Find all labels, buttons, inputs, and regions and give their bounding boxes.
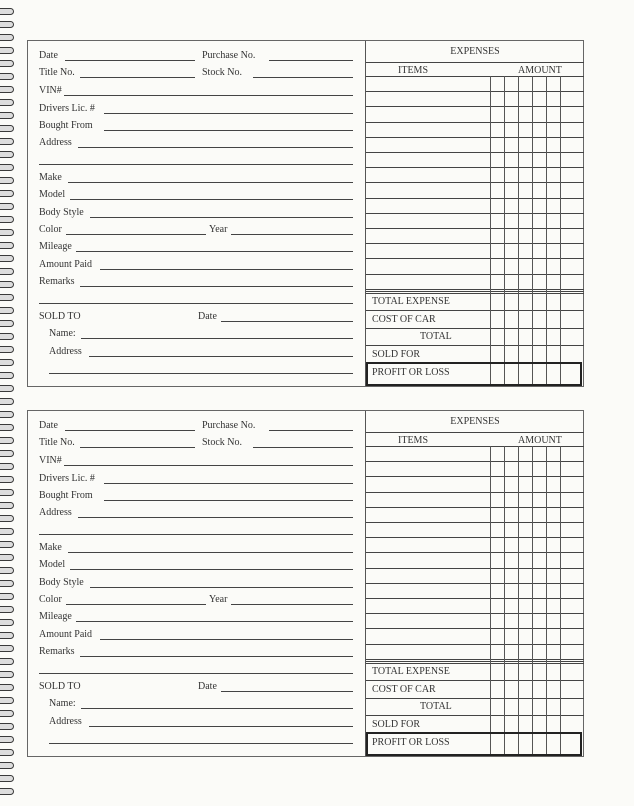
vin-label: VIN# [39,455,62,466]
expense-row-line [366,243,584,244]
mileage-label: Mileage [39,611,72,622]
model-field[interactable] [70,199,353,200]
mileage-field[interactable] [76,251,353,252]
expense-row-line [366,167,584,168]
expense-row-line [366,522,584,523]
make-label: Make [39,542,62,553]
vehicle-details-section [28,411,365,756]
spiral-ring [0,177,14,184]
spiral-ring [0,671,14,678]
color-label: Color [39,594,62,605]
spiral-ring [0,684,14,691]
spiral-ring [0,723,14,730]
body-style-field[interactable] [90,217,353,218]
vin-field[interactable] [64,465,353,466]
body-style-label: Body Style [39,207,84,218]
spiral-ring [0,450,14,457]
spiral-ring [0,203,14,210]
expense-row-line [366,568,584,569]
expense-row-line [366,461,584,462]
amount-column-line [490,446,491,756]
spiral-ring [0,645,14,652]
spiral-ring [0,749,14,756]
expense-row-line [366,152,584,153]
stock-no-label: Stock No. [202,437,242,448]
sold-to-label: SOLD TO [39,681,81,692]
spiral-ring [0,242,14,249]
spiral-ring [0,333,14,340]
amount-paid-field[interactable] [100,269,353,270]
spiral-ring [0,99,14,106]
purchase-no-label: Purchase No. [202,420,256,431]
amount-paid-label: Amount Paid [39,629,93,640]
remarks-label: Remarks [39,646,75,657]
summary-row-line [366,698,584,699]
spiral-ring [0,307,14,314]
vehicle-record-1 [27,40,584,387]
spiral-ring [0,489,14,496]
drivers-lic-label: Drivers Lic. # [39,103,95,114]
year-field[interactable] [231,604,353,605]
title-no-label: Title No. [39,437,75,448]
spiral-ring [0,697,14,704]
amount-column-line [518,446,519,756]
expense-row-line [366,552,584,553]
model-label: Model [39,189,66,200]
expense-row-line [366,76,584,77]
expenses-title: EXPENSES [450,46,500,57]
total-expense-label: TOTAL EXPENSE [372,666,450,677]
expense-row-line [366,91,584,92]
body-style-label: Body Style [39,577,84,588]
year-field[interactable] [231,234,353,235]
expenses-title: EXPENSES [450,416,500,427]
amount-column-line [490,76,491,386]
remarks-field[interactable] [80,286,353,287]
spiral-ring [0,346,14,353]
spiral-ring [0,528,14,535]
color-field[interactable] [66,604,206,605]
amount-paid-field[interactable] [100,639,353,640]
amount-column-line [560,446,561,756]
sold-address-line-2-field[interactable] [49,743,353,744]
amount-column-line [518,76,519,386]
summary-row-line [366,345,584,346]
amount-header: AMOUNT [518,435,562,446]
purchase-no-label: Purchase No. [202,50,256,61]
amount-column-line [504,446,505,756]
spiral-ring [0,47,14,54]
spiral-ring [0,112,14,119]
color-field[interactable] [66,234,206,235]
stock-no-field[interactable] [253,447,353,448]
total-label: TOTAL [420,701,452,712]
make-field[interactable] [68,552,353,553]
address-line-2-field[interactable] [39,534,353,535]
spiral-ring [0,125,14,132]
title-no-field[interactable] [80,447,195,448]
spiral-ring [0,502,14,509]
spiral-ring [0,437,14,444]
model-field[interactable] [70,569,353,570]
remarks-line-2-field[interactable] [39,303,353,304]
amount-paid-label: Amount Paid [39,259,93,270]
purchase-no-field[interactable] [269,60,353,61]
amount-column-line [504,76,505,386]
summary-row-line [366,680,584,681]
sold-address-line-2-field[interactable] [49,373,353,374]
spiral-ring [0,580,14,587]
date-label: Date [39,50,58,61]
spiral-ring [0,619,14,626]
sold-address-label: Address [49,346,82,357]
expenses-section [365,41,584,386]
year-label: Year [209,224,228,235]
amount-header: AMOUNT [518,65,562,76]
spiral-binding [0,0,16,806]
cost-of-car-label: COST OF CAR [372,314,436,325]
expense-row-line [366,598,584,599]
spiral-ring [0,710,14,717]
items-header: ITEMS [398,65,428,76]
amount-column-line [532,446,533,756]
title-no-field[interactable] [80,77,195,78]
drivers-lic-field[interactable] [104,113,353,114]
totals-divider [366,661,584,662]
amount-column-line [546,76,547,386]
sold-date-label: Date [198,681,217,692]
spiral-ring [0,398,14,405]
expense-row-line [366,106,584,107]
spiral-ring [0,593,14,600]
stock-no-field[interactable] [253,77,353,78]
sold-date-label: Date [198,311,217,322]
date-field[interactable] [65,430,195,431]
spiral-ring [0,281,14,288]
expense-row-line [366,492,584,493]
spiral-ring [0,411,14,418]
name-field[interactable] [81,338,353,339]
spiral-ring [0,190,14,197]
totals-divider [366,663,584,664]
expenses-section [365,411,584,756]
spiral-ring [0,541,14,548]
sold-for-label: SOLD FOR [372,349,421,360]
totals-divider [366,291,584,292]
model-label: Model [39,559,66,570]
spiral-ring [0,372,14,379]
expense-row-line [366,137,584,138]
sold-date-field[interactable] [221,691,353,692]
expense-row-line [366,289,584,290]
expense-row-line [366,476,584,477]
vehicle-details-section [28,41,365,386]
body-style-field[interactable] [90,587,353,588]
spiral-ring [0,515,14,522]
cost-of-car-label: COST OF CAR [372,684,436,695]
bought-from-label: Bought From [39,120,93,131]
spiral-ring [0,86,14,93]
drivers-lic-field[interactable] [104,483,353,484]
spiral-ring [0,762,14,769]
expense-row-line [366,644,584,645]
spiral-ring [0,320,14,327]
sold-date-field[interactable] [221,321,353,322]
sold-address-field[interactable] [89,356,353,357]
bought-from-field[interactable] [104,500,353,501]
make-label: Make [39,172,62,183]
spiral-ring [0,775,14,782]
address-line-2-field[interactable] [39,164,353,165]
spiral-ring [0,151,14,158]
spiral-ring [0,138,14,145]
bought-from-field[interactable] [104,130,353,131]
sold-to-label: SOLD TO [39,311,81,322]
profit-or-loss-label: PROFIT OR LOSS [372,367,450,378]
expense-row-line [366,583,584,584]
summary-row-line [366,328,584,329]
address-field[interactable] [78,517,353,518]
spiral-ring [0,463,14,470]
address-field[interactable] [78,147,353,148]
expense-row-line [366,628,584,629]
address-label: Address [39,137,72,148]
sold-address-field[interactable] [89,726,353,727]
expense-row-line [366,228,584,229]
sold-address-label: Address [49,716,82,727]
expense-row-line [366,198,584,199]
spiral-ring [0,73,14,80]
total-label: TOTAL [420,331,452,342]
expense-row-line [366,613,584,614]
sold-for-label: SOLD FOR [372,719,421,730]
totals-divider [366,293,584,294]
remarks-line-2-field[interactable] [39,673,353,674]
expense-row-line [366,446,584,447]
spiral-ring [0,658,14,665]
expense-row-line [366,659,584,660]
vin-label: VIN# [39,85,62,96]
name-label: Name: [49,698,76,709]
address-label: Address [39,507,72,518]
items-header: ITEMS [398,435,428,446]
date-field[interactable] [65,60,195,61]
spiral-ring [0,424,14,431]
make-field[interactable] [68,182,353,183]
spiral-ring [0,34,14,41]
expenses-divider [366,62,584,63]
amount-column-line [546,446,547,756]
spiral-ring [0,385,14,392]
stock-no-label: Stock No. [202,67,242,78]
spiral-ring [0,216,14,223]
spiral-ring [0,255,14,262]
spiral-ring [0,476,14,483]
spiral-ring [0,268,14,275]
amount-column-line [532,76,533,386]
color-label: Color [39,224,62,235]
summary-row-line [366,715,584,716]
name-label: Name: [49,328,76,339]
spiral-ring [0,632,14,639]
mileage-field[interactable] [76,621,353,622]
spiral-ring [0,554,14,561]
spiral-ring [0,60,14,67]
mileage-label: Mileage [39,241,72,252]
total-expense-label: TOTAL EXPENSE [372,296,450,307]
vin-field[interactable] [64,95,353,96]
purchase-no-field[interactable] [269,430,353,431]
expense-row-line [366,182,584,183]
summary-row-line [366,310,584,311]
expense-row-line [366,213,584,214]
spiral-ring [0,8,14,15]
expense-row-line [366,274,584,275]
spiral-ring [0,606,14,613]
name-field[interactable] [81,708,353,709]
spiral-ring [0,229,14,236]
expense-row-line [366,122,584,123]
vehicle-record-2 [27,410,584,757]
spiral-ring [0,736,14,743]
year-label: Year [209,594,228,605]
expense-row-line [366,537,584,538]
remarks-label: Remarks [39,276,75,287]
profit-or-loss-label: PROFIT OR LOSS [372,737,450,748]
spiral-ring [0,164,14,171]
spiral-ring [0,294,14,301]
expense-row-line [366,507,584,508]
expense-row-line [366,258,584,259]
bought-from-label: Bought From [39,490,93,501]
date-label: Date [39,420,58,431]
title-no-label: Title No. [39,67,75,78]
remarks-field[interactable] [80,656,353,657]
spiral-ring [0,788,14,795]
spiral-ring [0,359,14,366]
spiral-ring [0,567,14,574]
expenses-divider [366,432,584,433]
spiral-ring [0,21,14,28]
drivers-lic-label: Drivers Lic. # [39,473,95,484]
amount-column-line [560,76,561,386]
